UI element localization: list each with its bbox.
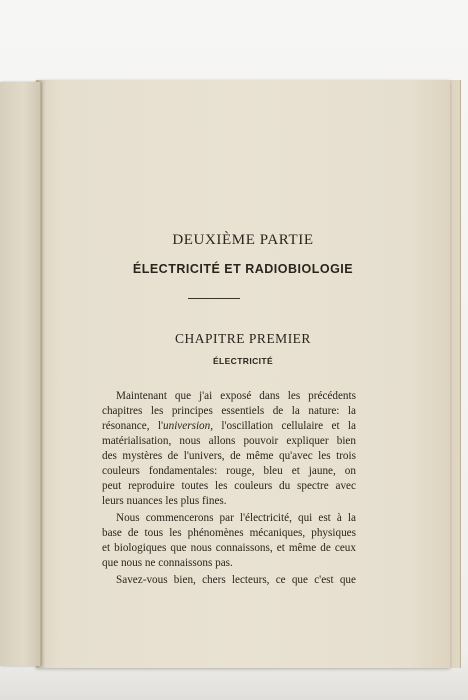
body-line: base de tous les phénomènes mécaniques, physiques bbox=[102, 527, 356, 539]
chapter-subtitle: ÉLECTRICITÉ bbox=[212, 356, 274, 366]
body-line: Nous commencerons par l'électricité, qui est à la bbox=[116, 512, 356, 524]
body-line: que nous ne connaissons pas. bbox=[102, 557, 233, 569]
divider-rule bbox=[188, 298, 240, 299]
previous-page-edge bbox=[0, 82, 41, 666]
body-line: chapitres les principes essentiels de la nature: la bbox=[102, 405, 356, 417]
chapter-title: CHAPITRE PREMIER bbox=[175, 331, 311, 346]
body-line: Maintenant que j'ai exposé dans les précédents bbox=[116, 390, 356, 402]
body-line: peut reproduire toutes les couleurs du spectre avec bbox=[102, 480, 356, 492]
body-line: matérialisation, nous allons pouvoir expliquer bien bbox=[102, 435, 356, 447]
body-line: résonance, l'universion, l'oscillation cellulaire et la bbox=[102, 420, 356, 432]
body-line: Savez-vous bien, chers lecteurs, ce que c'est que bbox=[116, 574, 356, 586]
part-title: DEUXIÈME PARTIE bbox=[172, 232, 314, 248]
body-line: et biologiques que nous connaissons, et même de ceux bbox=[102, 542, 356, 554]
part-subtitle: ÉLECTRICITÉ ET RADIOBIOLOGIE bbox=[132, 262, 354, 276]
body-line: leurs nuances les plus fines. bbox=[102, 495, 227, 507]
body-line: des mystères de l'univers, de même qu'avec les trois bbox=[102, 450, 356, 462]
body-line: couleurs fondamentales: rouge, bleu et jaune, on bbox=[102, 465, 356, 477]
